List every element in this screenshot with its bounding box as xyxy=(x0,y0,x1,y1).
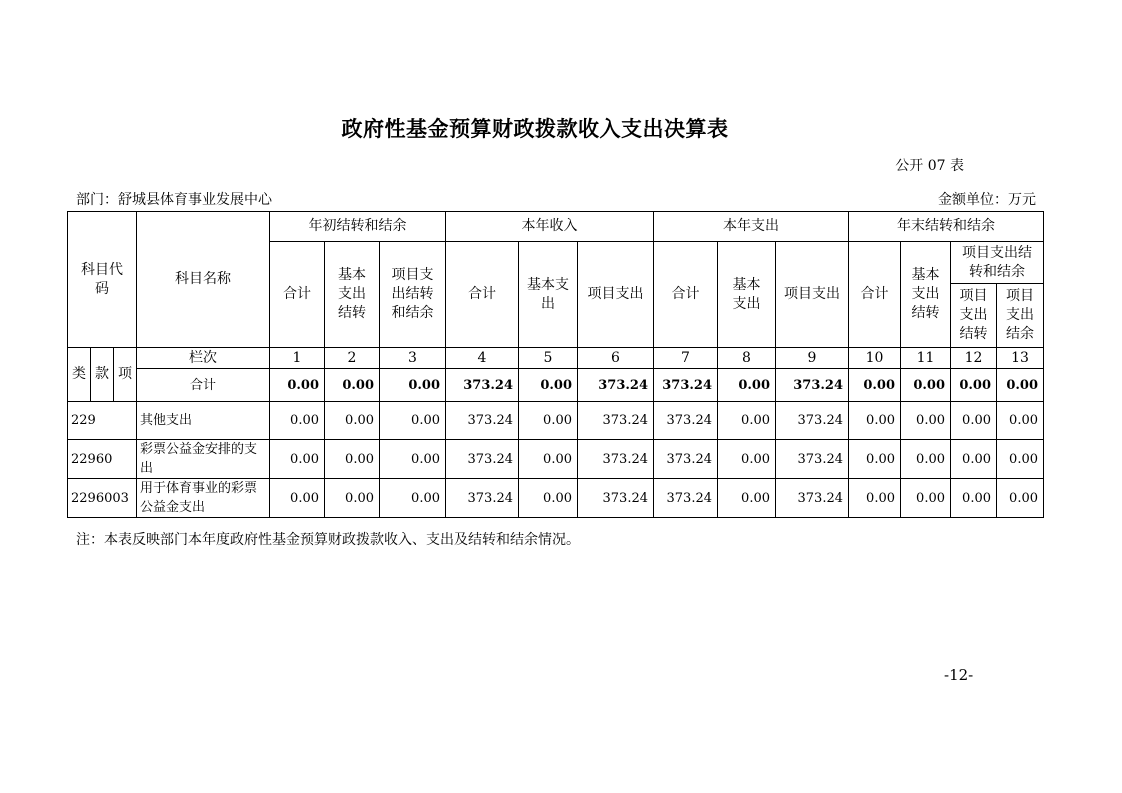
subject-code-header: 科目代码 xyxy=(68,212,137,348)
lei-header: 类 xyxy=(68,348,91,402)
column-number: 13 xyxy=(997,348,1044,369)
total-cell: 0.00 xyxy=(718,369,776,402)
col-project-expense-3: 项目支出 xyxy=(776,242,849,348)
col-project-balance-4: 项目支出结余 xyxy=(997,284,1044,348)
table-cell: 0.00 xyxy=(718,402,776,440)
total-cell: 0.00 xyxy=(997,369,1044,402)
col-project-carry-balance-4: 项目支出结转和结余 xyxy=(951,242,1044,284)
table-cell: 0.00 xyxy=(849,440,901,479)
total-cell: 0.00 xyxy=(325,369,380,402)
table-cell: 0.00 xyxy=(951,440,997,479)
column-number: 10 xyxy=(849,348,901,369)
total-row-label: 合计 xyxy=(137,369,270,402)
column-number: 6 xyxy=(578,348,654,369)
table-cell: 0.00 xyxy=(325,402,380,440)
unit-label: 金额单位：万元 xyxy=(938,192,1036,208)
col-basic-carry-4: 基本支出结转 xyxy=(901,242,951,348)
column-number: 4 xyxy=(446,348,519,369)
table-cell: 0.00 xyxy=(849,402,901,440)
subject-name: 其他支出 xyxy=(137,402,270,440)
col-total-3: 合计 xyxy=(654,242,718,348)
column-number: 5 xyxy=(519,348,578,369)
column-number: 9 xyxy=(776,348,849,369)
total-cell: 373.24 xyxy=(446,369,519,402)
opening-balance-header: 年初结转和结余 xyxy=(270,212,446,242)
total-cell: 373.24 xyxy=(776,369,849,402)
table-cell: 0.00 xyxy=(380,440,446,479)
total-cell: 0.00 xyxy=(380,369,446,402)
subject-name: 用于体育事业的彩票公益金支出 xyxy=(137,479,270,518)
department-label: 部门：舒城县体育事业发展中心 xyxy=(76,192,272,208)
table-cell: 0.00 xyxy=(997,479,1044,518)
table-cell: 0.00 xyxy=(380,402,446,440)
table-cell: 373.24 xyxy=(654,402,718,440)
column-index-label: 栏次 xyxy=(137,348,270,369)
col-total-1: 合计 xyxy=(270,242,325,348)
table-cell: 373.24 xyxy=(776,402,849,440)
table-cell: 0.00 xyxy=(951,402,997,440)
column-number: 8 xyxy=(718,348,776,369)
table-cell: 0.00 xyxy=(997,440,1044,479)
table-cell: 0.00 xyxy=(901,402,951,440)
total-cell: 373.24 xyxy=(654,369,718,402)
column-number: 1 xyxy=(270,348,325,369)
table-cell: 0.00 xyxy=(901,440,951,479)
col-basic-carry-1: 基本支出结转 xyxy=(325,242,380,348)
table-cell: 0.00 xyxy=(849,479,901,518)
current-income-header: 本年收入 xyxy=(446,212,654,242)
column-number: 3 xyxy=(380,348,446,369)
page-number: -12- xyxy=(944,666,974,684)
table-cell: 373.24 xyxy=(446,479,519,518)
col-total-2: 合计 xyxy=(446,242,519,348)
table-cell: 373.24 xyxy=(578,440,654,479)
total-cell: 0.00 xyxy=(951,369,997,402)
table-cell: 0.00 xyxy=(519,479,578,518)
table-cell: 0.00 xyxy=(380,479,446,518)
total-cell: 0.00 xyxy=(270,369,325,402)
document-title: 政府性基金预算财政拨款收入支出决算表 xyxy=(341,116,729,141)
subject-code: 2296003 xyxy=(68,479,137,518)
col-basic-expense-3: 基本支出 xyxy=(718,242,776,348)
col-basic-expense-2: 基本支出 xyxy=(519,242,578,348)
table-cell: 0.00 xyxy=(718,479,776,518)
table-cell: 0.00 xyxy=(901,479,951,518)
col-project-carry-balance-1: 项目支出结转和结余 xyxy=(380,242,446,348)
table-cell: 0.00 xyxy=(519,402,578,440)
total-cell: 0.00 xyxy=(849,369,901,402)
table-cell: 373.24 xyxy=(446,402,519,440)
current-expense-header: 本年支出 xyxy=(654,212,849,242)
table-cell: 0.00 xyxy=(270,440,325,479)
subject-code: 229 xyxy=(68,402,137,440)
table-cell: 373.24 xyxy=(446,440,519,479)
subject-name: 彩票公益金安排的支出 xyxy=(137,440,270,479)
column-number: 12 xyxy=(951,348,997,369)
budget-table xyxy=(67,211,1044,518)
table-cell: 0.00 xyxy=(270,402,325,440)
table-cell: 0.00 xyxy=(325,479,380,518)
table-cell: 0.00 xyxy=(325,440,380,479)
table-row xyxy=(68,402,1044,440)
total-cell: 0.00 xyxy=(901,369,951,402)
table-note: 注：本表反映部门本年度政府性基金预算财政拨款收入、支出及结转和结余情况。 xyxy=(76,532,580,548)
xiang-header: 项 xyxy=(114,348,137,402)
table-cell: 373.24 xyxy=(654,479,718,518)
closing-balance-header: 年末结转和结余 xyxy=(849,212,1044,242)
col-project-expense-2: 项目支出 xyxy=(578,242,654,348)
table-cell: 373.24 xyxy=(578,479,654,518)
table-cell: 373.24 xyxy=(654,440,718,479)
table-cell: 0.00 xyxy=(270,479,325,518)
table-cell: 0.00 xyxy=(718,440,776,479)
total-cell: 0.00 xyxy=(519,369,578,402)
table-row xyxy=(68,440,1044,479)
col-project-carry-4: 项目支出结转 xyxy=(951,284,997,348)
column-number: 11 xyxy=(901,348,951,369)
table-cell: 0.00 xyxy=(519,440,578,479)
table-row xyxy=(68,479,1044,518)
total-cell: 373.24 xyxy=(578,369,654,402)
table-cell: 0.00 xyxy=(951,479,997,518)
table-cell: 373.24 xyxy=(776,440,849,479)
subject-name-header: 科目名称 xyxy=(137,212,270,348)
subject-code: 22960 xyxy=(68,440,137,479)
column-number: 7 xyxy=(654,348,718,369)
table-cell: 0.00 xyxy=(997,402,1044,440)
form-number: 公开 07 表 xyxy=(895,158,964,174)
table-cell: 373.24 xyxy=(776,479,849,518)
col-total-4: 合计 xyxy=(849,242,901,348)
kuan-header: 款 xyxy=(91,348,114,402)
column-number: 2 xyxy=(325,348,380,369)
table-cell: 373.24 xyxy=(578,402,654,440)
